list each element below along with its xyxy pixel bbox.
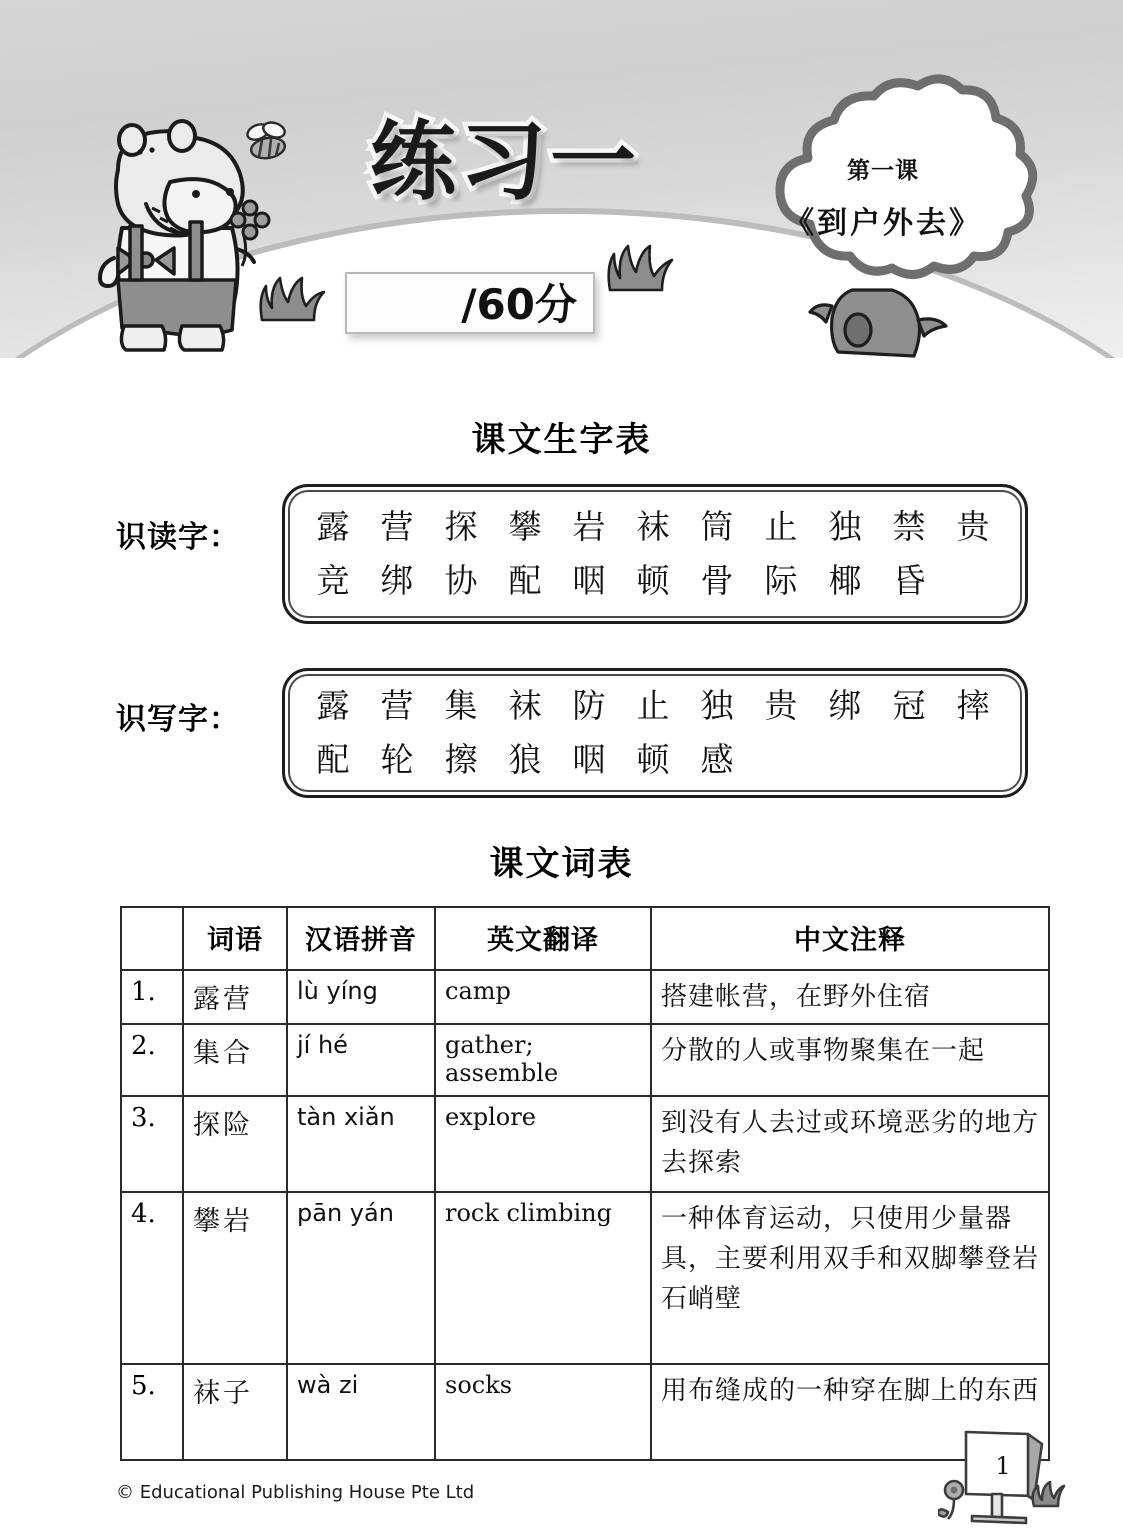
row-index: 5. [121,1364,183,1460]
write-character: 绑 [828,686,862,725]
row-word: 露营 [183,970,287,1024]
write-character: 营 [380,686,414,725]
row-index: 3. [121,1096,183,1192]
write-characters-rows [301,671,1009,795]
read-character: 探 [444,507,478,546]
grass-tuft-left-icon [252,262,336,324]
vocabulary-table-body [121,970,1049,1460]
write-character: 冠 [892,686,926,725]
write-character: 贵 [764,686,798,725]
write-character: 顿 [636,740,670,779]
read-character: 独 [828,507,862,546]
read-characters-rows [301,487,1009,621]
column-header-index [121,907,183,970]
row-word: 探险 [183,1096,287,1192]
write-character: 轮 [380,740,414,779]
row-word: 集合 [183,1024,287,1096]
write-character: 独 [700,686,734,725]
read-character: 贵 [956,507,990,546]
signpost-icon [938,1428,1068,1532]
table-row [121,970,1049,1024]
practice-title: 练习一 [370,112,640,212]
read-character: 际 [764,561,798,600]
lesson-title: 《到户外去》 [784,206,982,241]
write-character-row [301,679,1009,733]
table-row [121,1364,1049,1460]
score-box[interactable] [345,272,595,334]
row-english: explore [435,1096,651,1192]
read-character: 骨 [700,561,734,600]
read-character: 营 [380,507,414,546]
score-total-label: /60分 [461,280,577,329]
write-character: 摔 [956,686,990,725]
row-pinyin: pān yán [287,1192,435,1364]
row-word: 袜子 [183,1364,287,1460]
column-header-note: 中文注释 [651,907,1049,970]
row-index: 2. [121,1024,183,1096]
read-character-row [301,554,1009,608]
read-character: 昏 [892,561,926,600]
write-character: 集 [444,686,478,725]
page-number: 1 [995,1452,1011,1480]
write-character: 感 [700,740,734,779]
write-character: 狼 [508,740,542,779]
read-character: 竞 [316,561,350,600]
row-english: socks [435,1364,651,1460]
row-english: gather; assemble [435,1024,651,1096]
row-pinyin: jí hé [287,1024,435,1096]
read-characters-box [282,484,1028,624]
row-pinyin: lù yíng [287,970,435,1024]
read-character: 岩 [572,507,606,546]
write-character: 咽 [572,740,606,779]
write-character: 防 [572,686,606,725]
new-characters-heading: 课文生字表 [471,420,652,460]
cloud-tree-icon [718,74,1048,358]
write-characters-box [282,668,1028,798]
read-character: 咽 [572,561,606,600]
table-row [121,1096,1049,1192]
read-characters-label: 识读字： [116,520,240,555]
row-word: 攀岩 [183,1192,287,1364]
row-pinyin: tàn xiǎn [287,1096,435,1192]
copyright-notice: © Educational Publishing House Pte Ltd [116,1482,475,1503]
column-header-word: 词语 [183,907,287,970]
row-note: 一种体育运动，只使用少量器具，主要利用双手和双脚攀登岩石峭壁 [651,1192,1049,1364]
column-header-english: 英文翻译 [435,907,651,970]
row-pinyin: wà zi [287,1364,435,1460]
read-character: 止 [764,507,798,546]
write-character: 配 [316,740,350,779]
row-note: 到没有人去过或环境恶劣的地方去探索 [651,1096,1049,1192]
write-character: 露 [316,686,350,725]
write-character: 袜 [508,686,542,725]
table-row [121,1024,1049,1096]
vocabulary-table [120,906,1050,1461]
read-character: 绑 [380,561,414,600]
row-note: 用布缝成的一种穿在脚上的东西 [651,1364,1049,1460]
column-header-pinyin: 汉语拼音 [287,907,435,970]
read-character: 协 [444,561,478,600]
read-character: 露 [316,507,350,546]
row-english: camp [435,970,651,1024]
read-character: 筒 [700,507,734,546]
write-characters-label: 识写字： [116,702,240,737]
page-header-banner [0,0,1123,358]
write-character-row [301,733,1009,787]
read-character: 椰 [828,561,862,600]
row-note: 分散的人或事物聚集在一起 [651,1024,1049,1096]
read-character-row [301,500,1009,554]
row-index: 4. [121,1192,183,1364]
row-note: 搭建帐营，在野外住宿 [651,970,1049,1024]
read-character: 攀 [508,507,542,546]
table-row [121,1192,1049,1364]
read-character: 禁 [892,507,926,546]
read-character: 顿 [636,561,670,600]
write-character: 擦 [444,740,478,779]
row-index: 1. [121,970,183,1024]
lesson-number: 第一课 [847,158,919,184]
write-character: 止 [636,686,670,725]
vocabulary-heading: 课文词表 [489,844,634,884]
bee-icon [240,118,296,168]
row-english: rock climbing [435,1192,651,1364]
read-character: 袜 [636,507,670,546]
table-header-row [121,907,1049,970]
grass-tuft-right-icon [600,228,684,294]
read-character: 配 [508,561,542,600]
